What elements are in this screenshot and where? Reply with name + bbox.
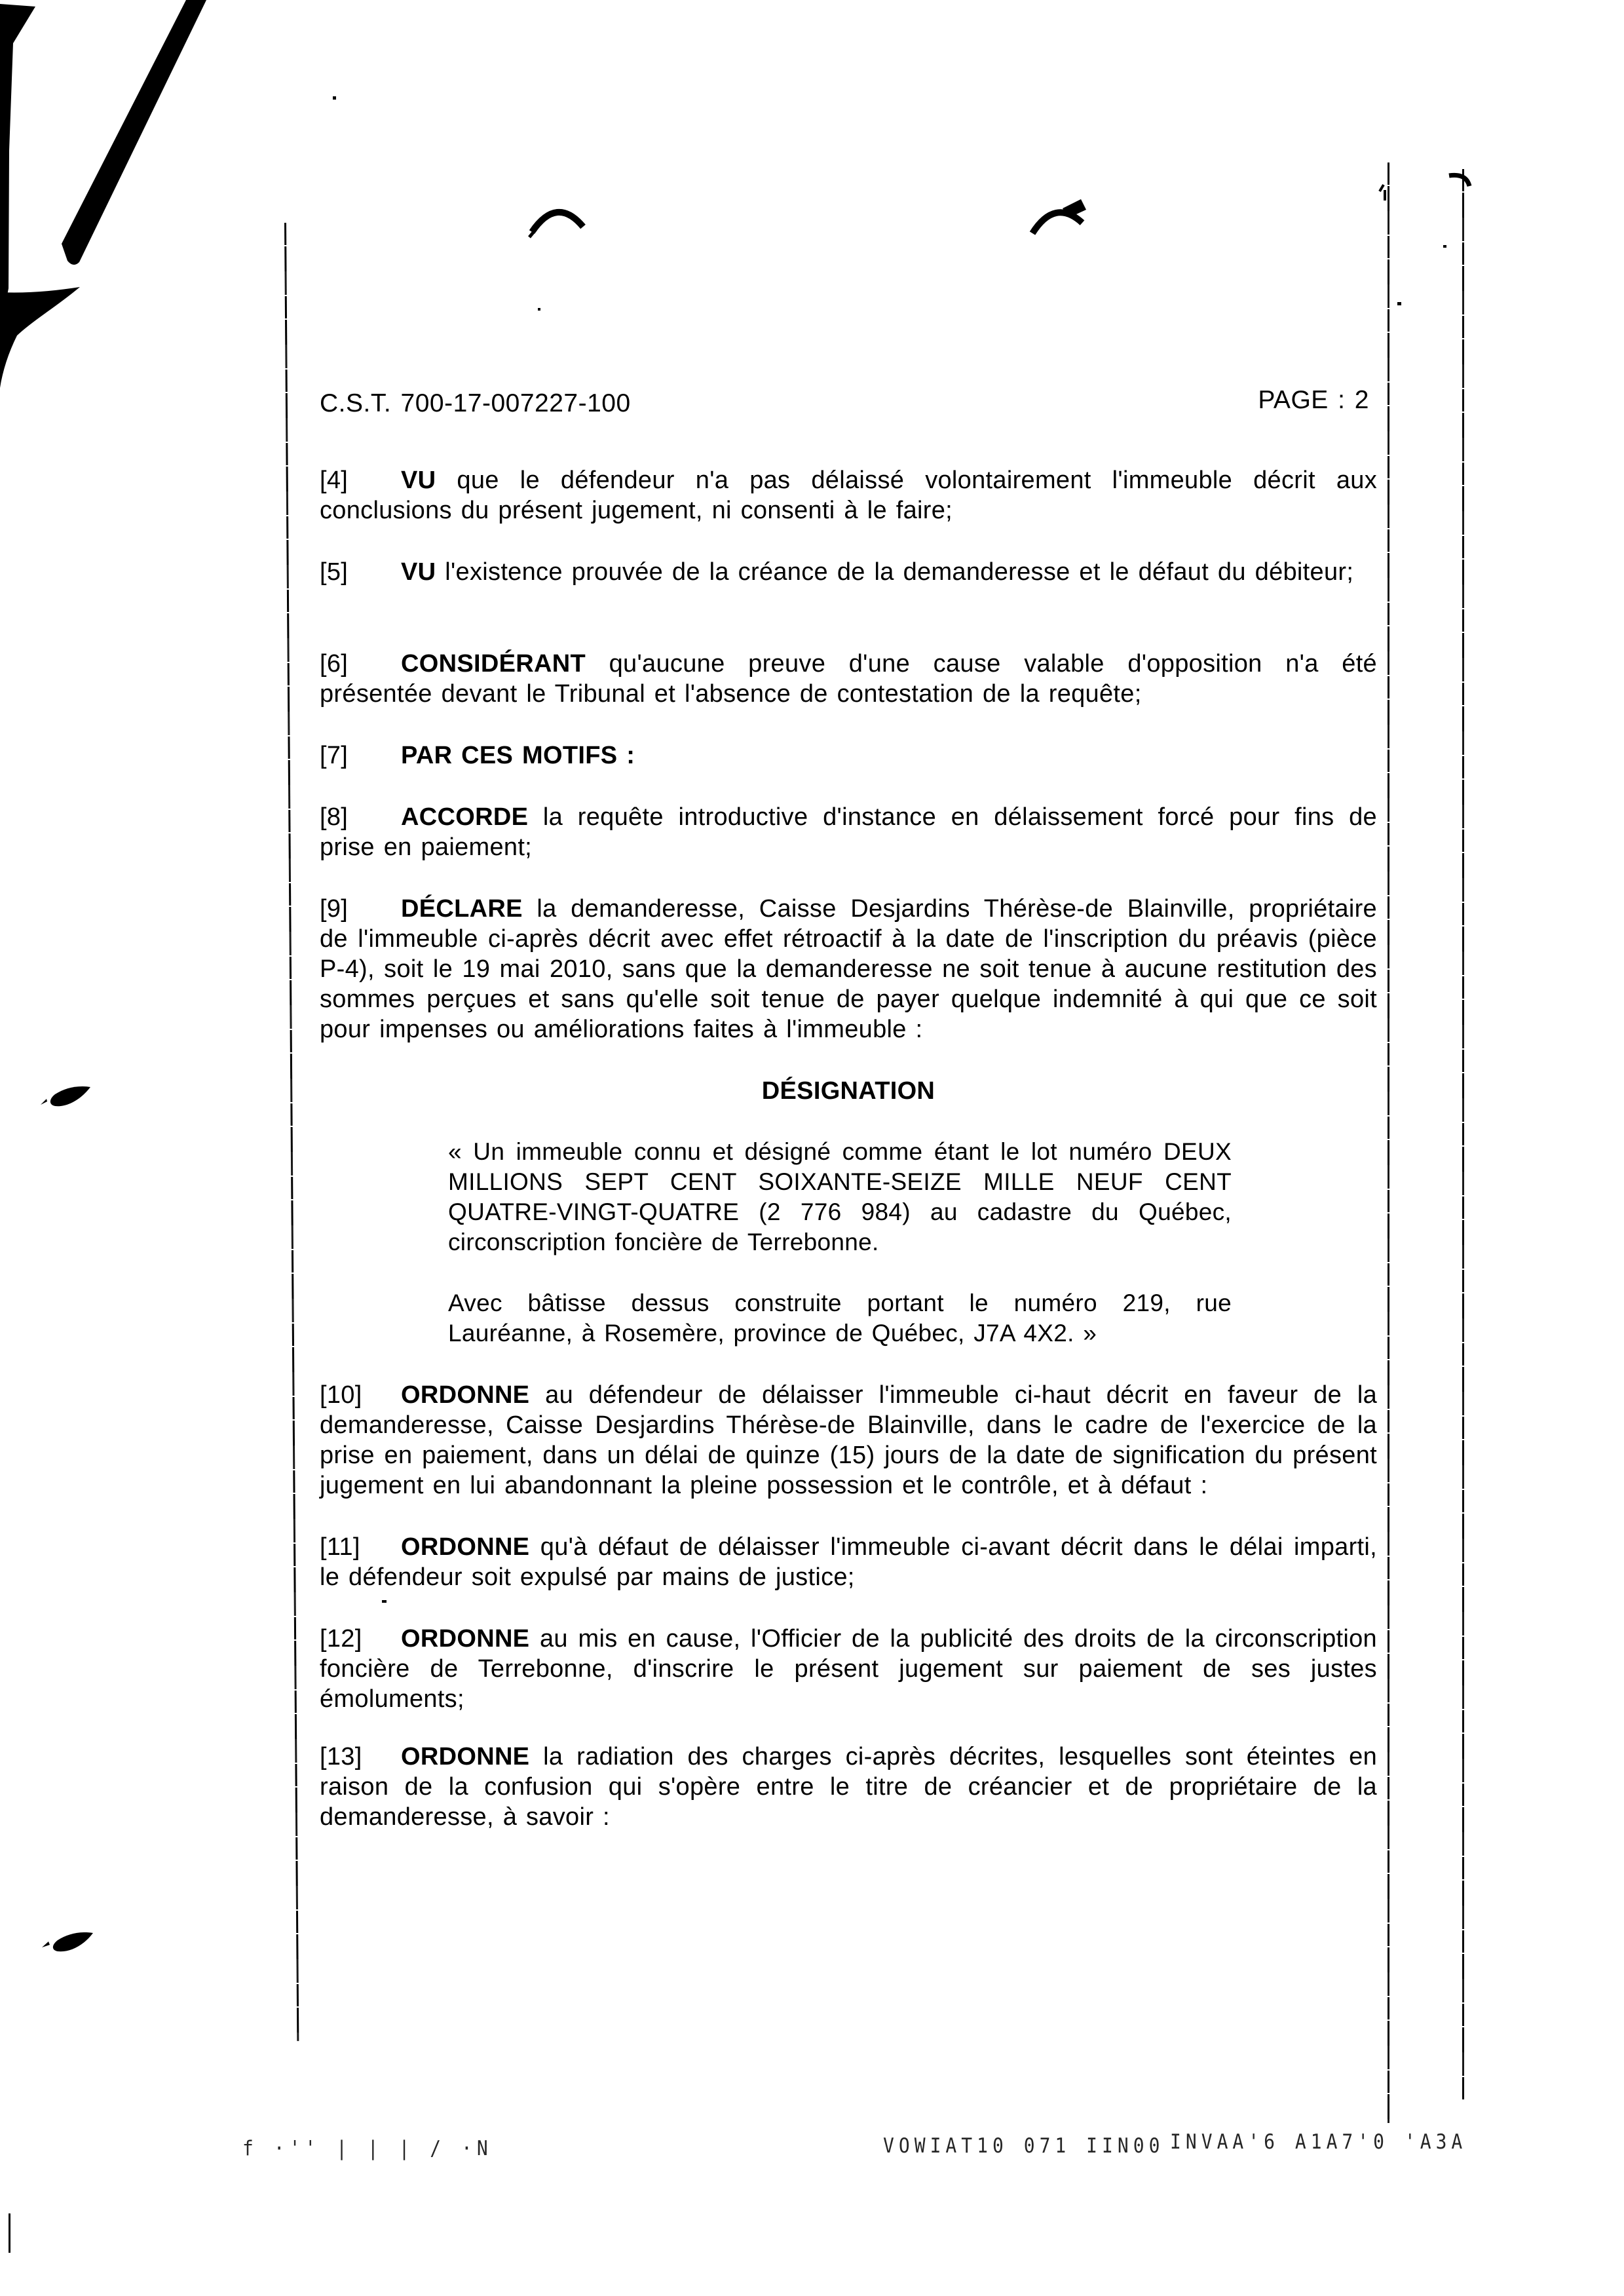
judgment-paragraph-6 bbox=[320, 649, 1377, 709]
scan-line-right-inner bbox=[1388, 163, 1389, 2123]
margin-swoosh-mark-2 bbox=[53, 1932, 93, 1951]
judgment-paragraph-8 bbox=[320, 802, 1377, 862]
judgment-paragraph-4 bbox=[320, 465, 1377, 526]
para-text: qu'à défaut de délaisser l'immeuble ci-avant décrit dans le délai imparti, le défendeur soit expulsé par mains de justice; bbox=[320, 1533, 1377, 1591]
para-number: [4] bbox=[320, 467, 349, 494]
para-keyword: ACCORDE bbox=[401, 803, 529, 831]
designation-heading: DÉSIGNATION bbox=[761, 1077, 935, 1105]
arc-mark-left bbox=[532, 212, 583, 232]
para-keyword: ORDONNE bbox=[401, 1743, 530, 1770]
header-page-number: PAGE : 2 bbox=[1258, 386, 1369, 414]
para-text: au défendeur de délaisser l'immeuble ci-haut décrit en faveur de la demanderesse, Caisse Desjardins Thérèse-de Blainville, dans le cadre de l'exercice de la prise en paiement, dans un délai de quinze (15) jours de la date de signification du présent jugement en lui abandonnant la pleine possession et le contrôle, et à défaut : bbox=[320, 1381, 1377, 1499]
speck bbox=[333, 96, 336, 100]
para-number: [13] bbox=[320, 1743, 362, 1770]
para-keyword: VU bbox=[401, 467, 436, 494]
para-number: [12] bbox=[320, 1625, 362, 1653]
para-number: [11] bbox=[320, 1533, 360, 1561]
judgment-paragraph-7 bbox=[320, 740, 1377, 771]
para-keyword: PAR CES MOTIFS : bbox=[401, 742, 635, 769]
para-text: la requête introductive d'instance en délaissement forcé pour fins de prise en paiement; bbox=[320, 803, 1377, 861]
para-text: que le défendeur n'a pas délaissé volontairement l'immeuble décrit aux conclusions du présent jugement, ni consenti à le faire; bbox=[320, 467, 1377, 524]
para-keyword: ORDONNE bbox=[401, 1533, 530, 1561]
speck-mark bbox=[1380, 185, 1384, 191]
footer-artifact-text-center: VOWIAT10 071 IIN00 bbox=[883, 2133, 1165, 2158]
designation-quote-paragraph-2: Avec bâtisse dessus construite portant le numéro 219, rue Lauréanne, à Rosemère, province de Québec, J7A 4X2. » bbox=[448, 1290, 1232, 1347]
pen-hook-mark bbox=[0, 287, 80, 388]
para-number: [6] bbox=[320, 650, 349, 678]
judgment-paragraph-5 bbox=[320, 557, 1377, 587]
header-docket: C.S.T. 700-17-007227-100 bbox=[320, 389, 631, 417]
scan-line-right-outer bbox=[1462, 169, 1464, 2101]
page-edge-mark bbox=[0, 4, 35, 333]
margin-swoosh-tail-2 bbox=[42, 1942, 50, 1947]
footer-artifact-text-right: INVAA'6 A1A7'0 'A3A bbox=[1170, 2130, 1467, 2154]
speck bbox=[382, 1600, 387, 1603]
para-number: [9] bbox=[320, 895, 349, 923]
page-edge-stub bbox=[9, 2213, 10, 2253]
margin-swoosh-tail-1 bbox=[41, 1099, 47, 1105]
para-text: l'existence prouvée de la créance de la demanderesse et le défaut du débiteur; bbox=[436, 558, 1354, 586]
judgment-paragraph-10 bbox=[320, 1380, 1377, 1501]
speck bbox=[1397, 302, 1401, 305]
footer-artifact-text-left: f ·'' | | | / ·N bbox=[242, 2136, 493, 2160]
para-keyword: VU bbox=[401, 558, 436, 586]
speck bbox=[538, 308, 540, 311]
para-keyword: DÉCLARE bbox=[401, 895, 523, 923]
para-keyword: CONSIDÉRANT bbox=[401, 650, 586, 678]
judgment-paragraph-12 bbox=[320, 1624, 1377, 1714]
para-text: la radiation des charges ci-après décrites, lesquelles sont éteintes en raison de la confusion qui s'opère entre le titre de créancier et de propriétaire de la demanderesse, à savoir : bbox=[320, 1743, 1377, 1831]
scan-line-hook bbox=[1449, 175, 1469, 186]
para-number: [8] bbox=[320, 803, 349, 831]
para-keyword: ORDONNE bbox=[401, 1381, 530, 1409]
para-number: [10] bbox=[320, 1381, 362, 1409]
margin-swoosh-mark-1 bbox=[50, 1086, 90, 1106]
judgment-paragraph-9 bbox=[320, 894, 1377, 1044]
judgment-paragraph-13 bbox=[320, 1742, 1377, 1832]
para-number: [7] bbox=[320, 742, 349, 769]
para-number: [5] bbox=[320, 558, 349, 586]
arc-mark-right bbox=[1032, 212, 1082, 233]
para-text: la demanderesse, Caisse Desjardins Thérèse-de Blainville, propriétaire de l'immeuble ci-après décrit avec effet rétroactif à la date de l'inscription du préavis (pièce P-4), soit le 19 mai 2010, sans que la demanderesse ne soit tenue à aucune restitution des sommes perçues et sans qu'elle soit tenue de payer quelque indemnité à qui que ce soit pour impenses ou améliorations faites à l'immeuble : bbox=[320, 895, 1377, 1043]
judgment-paragraph-11 bbox=[320, 1532, 1377, 1592]
designation-quote-paragraph-1: « Un immeuble connu et désigné comme étant le lot numéro DEUX MILLIONS SEPT CENT SOIXANTE-SEIZE MILLE NEUF CENT QUATRE-VINGT-QUATRE (2 776 984) au cadastre du Québec, circonscription foncière de Terrebonne. bbox=[448, 1138, 1232, 1255]
para-text: qu'aucune preuve d'une cause valable d'opposition n'a été présentée devant le Tribunal et l'absence de contestation de la requête; bbox=[320, 650, 1377, 708]
speck bbox=[1443, 245, 1446, 248]
para-keyword: ORDONNE bbox=[401, 1625, 530, 1653]
pen-stroke-mark bbox=[62, 0, 206, 265]
para-text: au mis en cause, l'Officier de la publicité des droits de la circonscription foncière de Terrebonne, d'inscrire le présent jugement sur paiement de ses justes émoluments; bbox=[320, 1625, 1377, 1713]
